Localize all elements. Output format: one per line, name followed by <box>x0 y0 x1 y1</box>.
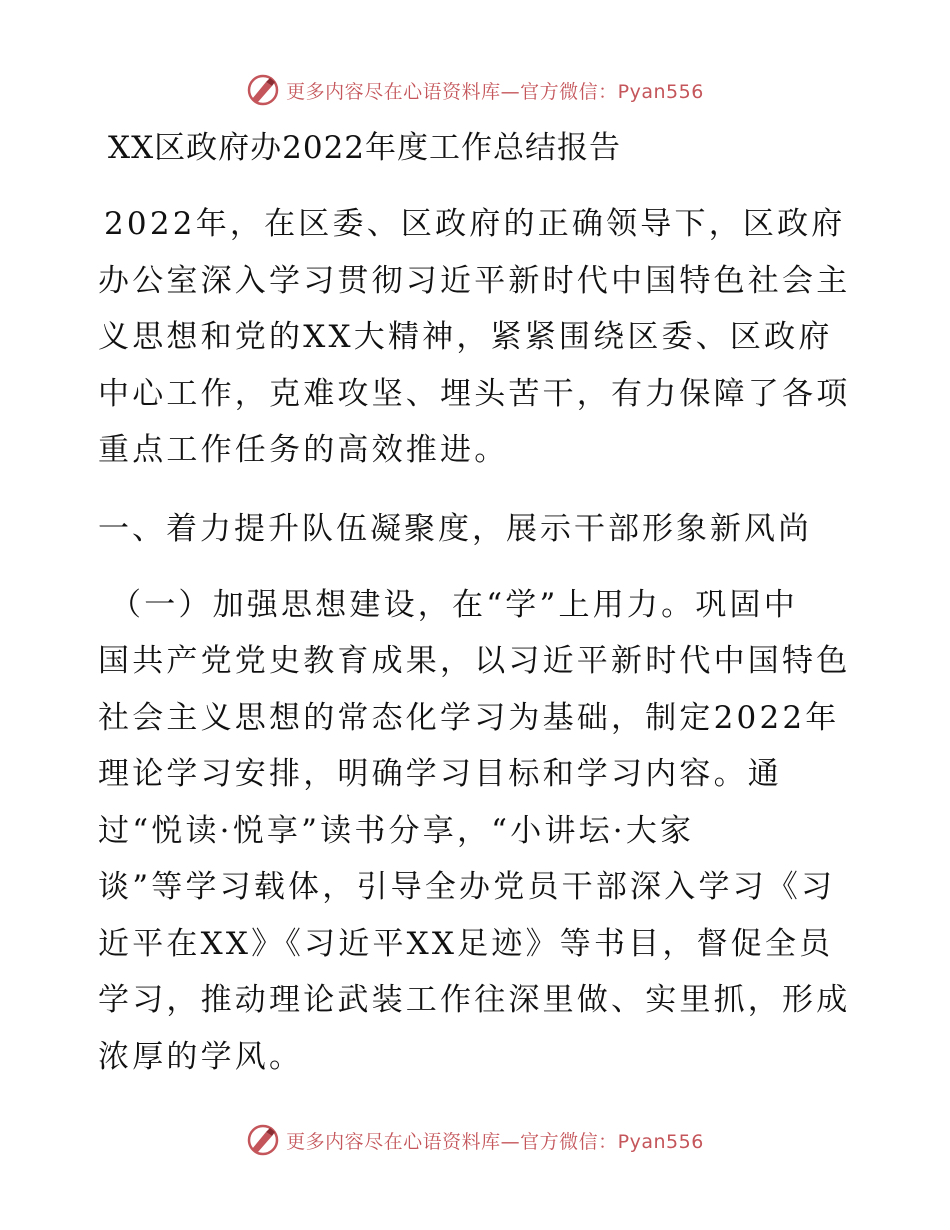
text-line: 学习，推动理论武装工作往深里做、实里抓，形成 <box>98 982 851 1018</box>
text-line: 重点工作任务的高效推进。 <box>98 432 509 468</box>
intro-paragraph <box>98 196 858 479</box>
pen-nib-logo-icon <box>246 73 280 107</box>
text-line: 国共产党党史教育成果，以习近平新时代中国特色 <box>98 643 851 679</box>
watermark-text: 更多内容尽在心语资料库—官方微信：Pyan556 <box>286 1130 704 1153</box>
subsection-paragraph <box>98 577 858 1086</box>
text-line: 近平在XX》《习近平XX足迹》等书目，督促全员 <box>98 925 834 962</box>
pen-nib-logo-icon <box>246 1123 280 1157</box>
text-line: 中心工作，克难攻坚、埋头苦干，有力保障了各项 <box>98 375 851 412</box>
text-line: 谈”等学习载体，引导全办党员干部深入学习《习 <box>98 869 836 905</box>
text-line: （一）加强思想建设，在“学”上用力。巩固中 <box>110 586 798 623</box>
watermark-banner-bottom <box>0 1120 950 1160</box>
text-line: 过“悦读·悦享”读书分享，“小讲坛·大家 <box>98 812 695 849</box>
document-title: XX区政府办2022年度工作总结报告 <box>108 130 622 166</box>
section-heading: 一、着力提升队伍凝聚度，展示干部形象新风尚 <box>98 510 812 547</box>
document-body <box>98 122 858 1085</box>
text-line: 2022年，在区委、区政府的正确领导下，区政府 <box>104 206 846 242</box>
text-line: 浓厚的学风。 <box>98 1038 304 1075</box>
text-line: 理论学习安排，明确学习目标和学习内容。通 <box>98 756 782 792</box>
text-line: 社会主义思想的常态化学习为基础，制定2022年 <box>98 699 840 736</box>
text-line: 义思想和党的XX大精神，紧紧围绕区委、区政府 <box>98 319 833 355</box>
watermark-banner-top <box>0 70 950 110</box>
text-line: 办公室深入学习贯彻习近平新时代中国特色社会主 <box>98 262 851 299</box>
watermark-text: 更多内容尽在心语资料库—官方微信：Pyan556 <box>286 80 704 103</box>
